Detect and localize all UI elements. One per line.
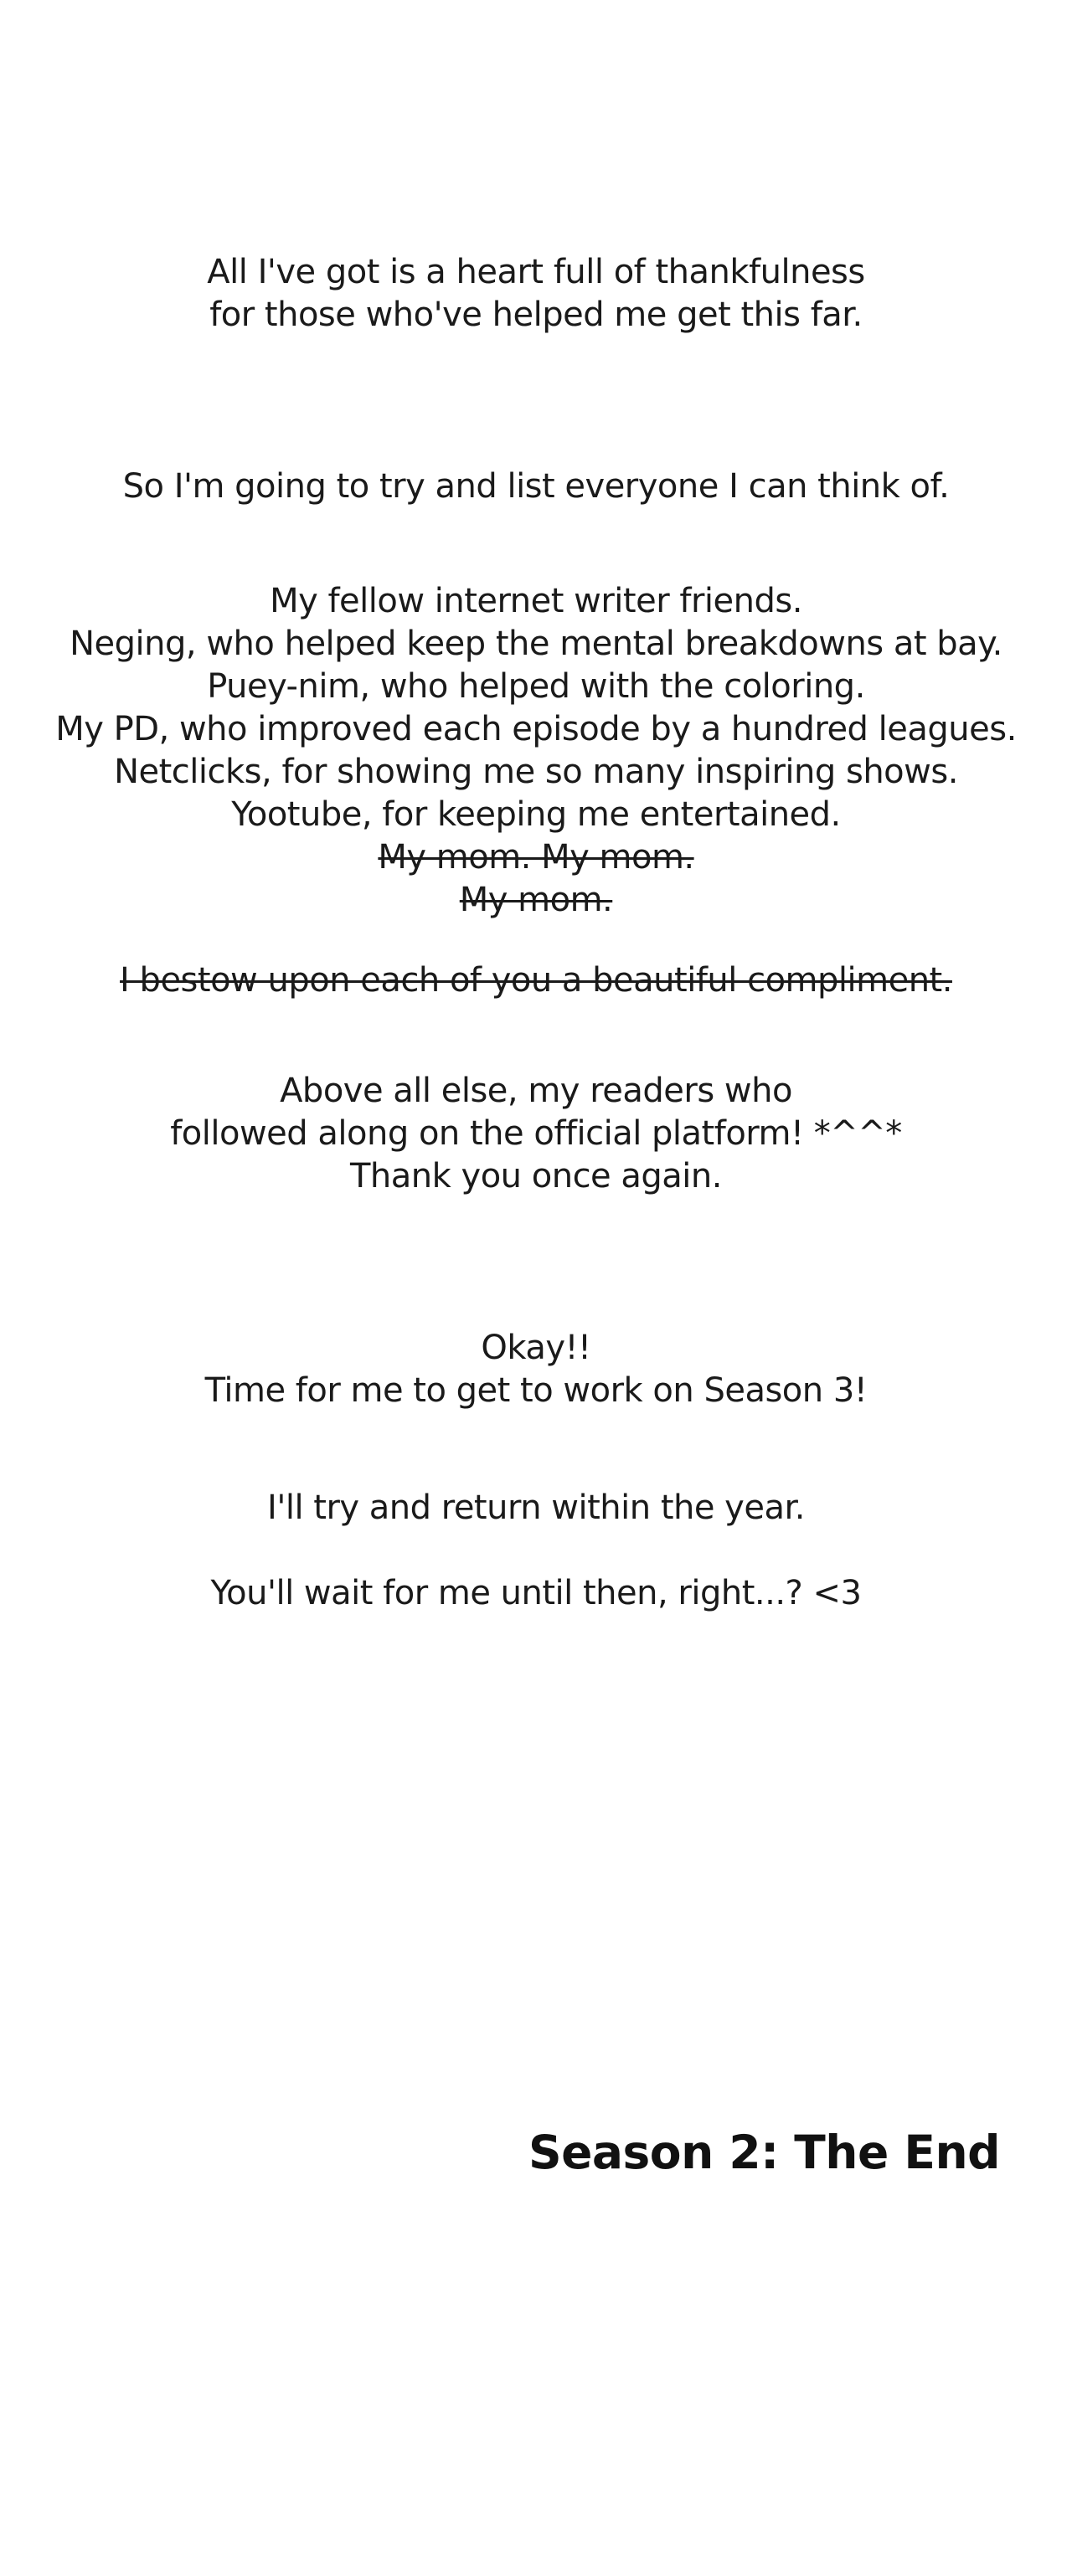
season-note-line-2: Time for me to get to work on Season 3! (204, 1371, 868, 1410)
gratitude-line-2: for those who've helped me get this far. (209, 296, 863, 334)
season-end-title: Season 2: The End (528, 2126, 1000, 2179)
thanks-list-item: Neging, who helped keep the mental breakdowns at bay. (70, 625, 1002, 663)
thanks-list-item: Yootube, for keeping me entertained. (231, 795, 841, 834)
gratitude-line-1: All I've got is a heart full of thankfulness (207, 253, 865, 291)
struck-bestow-line: I bestow upon each of you a beautiful compliment. (120, 961, 952, 1000)
struck-thanks-item: My mom. (459, 881, 613, 919)
thanks-list-item: My fellow internet writer friends. (270, 582, 802, 620)
bestow-paragraph (0, 959, 1072, 1002)
list-intro-paragraph (0, 465, 1072, 508)
struck-thanks-item: My mom. My mom. (378, 838, 694, 877)
wait-note-line: You'll wait for me until then, right...? <3 (210, 1574, 862, 1612)
list-intro-line: So I'm going to try and list everyone I can think of. (122, 467, 950, 506)
thanks-list-item: My PD, who improved each episode by a hundred leagues. (55, 710, 1017, 748)
season-note-line-1: Okay!! (481, 1329, 591, 1367)
readers-paragraph (0, 1070, 1072, 1198)
readers-line-3: Thank you once again. (350, 1157, 722, 1195)
return-note-paragraph (0, 1487, 1072, 1530)
thanks-list-item: Netclicks, for showing me so many inspiring shows. (114, 753, 958, 791)
wait-note-paragraph (0, 1572, 1072, 1615)
return-note-line: I'll try and return within the year. (267, 1489, 805, 1527)
thanks-list (0, 580, 1072, 922)
readers-line-2: followed along on the official platform! *^^* (170, 1114, 902, 1153)
season-note-paragraph (0, 1327, 1072, 1412)
gratitude-paragraph (0, 251, 1072, 337)
thanks-list-item: Puey-nim, who helped with the coloring. (207, 667, 865, 706)
readers-line-1: Above all else, my readers who (280, 1072, 792, 1110)
